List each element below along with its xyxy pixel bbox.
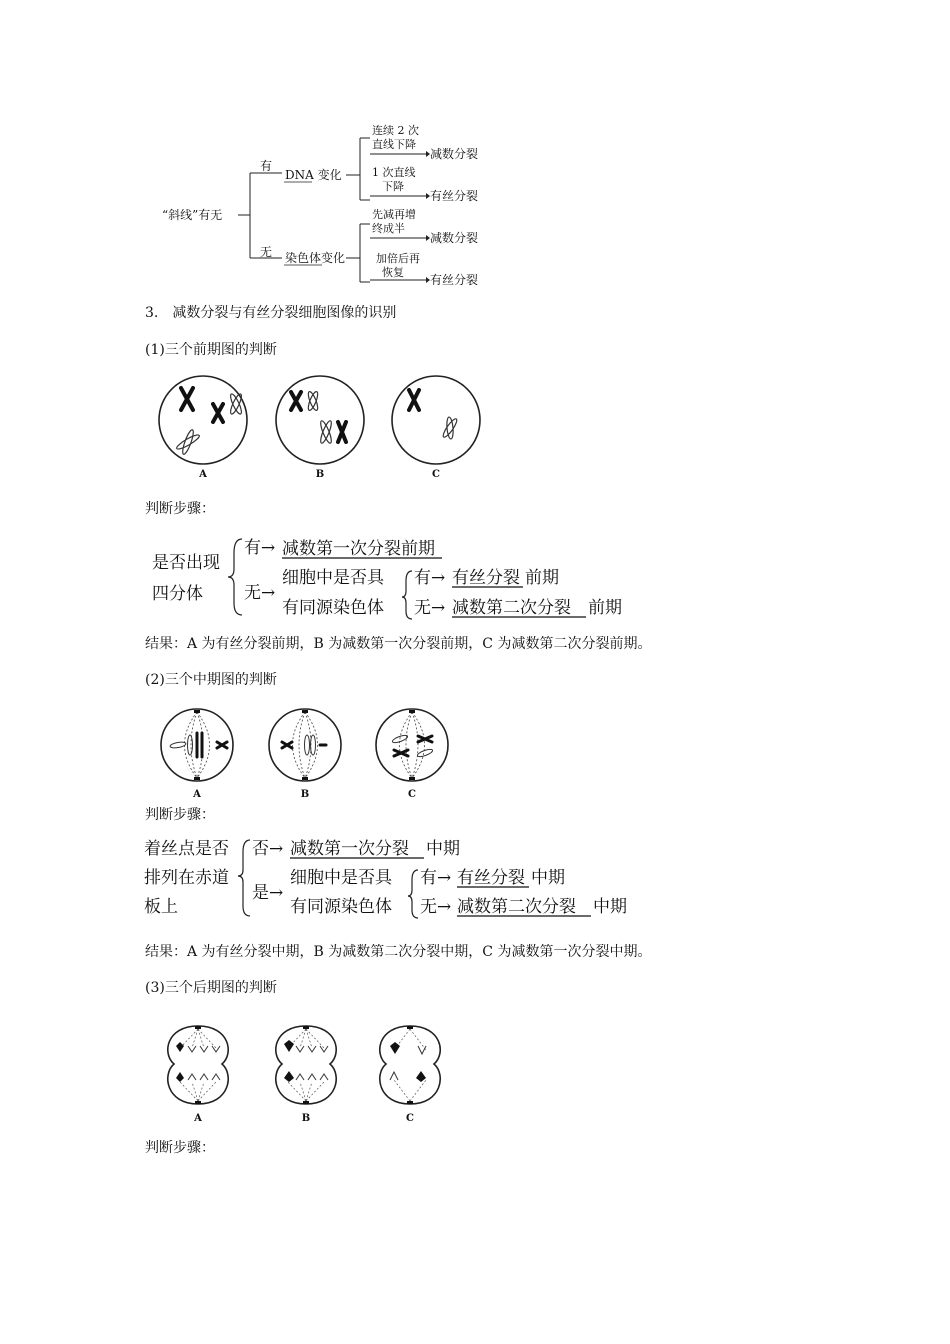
cell-division-tree-diagram — [150, 118, 490, 286]
p2-yes2-suffix: 中期 — [531, 868, 565, 888]
p2-yes2: 有→ — [420, 868, 452, 888]
p2-q1-line1: 着丝点是否 — [144, 839, 229, 859]
p2-no2-result: 减数第二次分裂 — [457, 897, 576, 917]
p2-q1-line3: 板上 — [144, 897, 178, 917]
part2-result: 结果：A 为有丝分裂中期，B 为减数第二次分裂中期，C 为减数第一次分裂中期。 — [145, 944, 652, 960]
tree-b2-cond-1: 1 次直线 — [372, 166, 416, 179]
p2-yes2-result: 有丝分裂 — [457, 868, 525, 888]
part2-steps-label: 判断步骤： — [145, 807, 215, 823]
metaphase-label-a: A — [193, 789, 201, 800]
p1-q1-line2: 四分体 — [152, 584, 203, 604]
tree-has-label: 有 — [260, 159, 273, 173]
part1-title: (1)三个前期图的判断 — [145, 342, 277, 358]
p1-q1-line1: 是否出现 — [152, 553, 220, 573]
prophase-label-c: C — [432, 469, 440, 480]
part1-result: 结果：A 为有丝分裂前期，B 为减数第一次分裂前期，C 为减数第二次分裂前期。 — [145, 636, 652, 652]
p1-no2-suffix: 前期 — [588, 598, 622, 618]
p2-no: 否→ — [252, 839, 284, 859]
tree-none-label: 无 — [260, 245, 273, 259]
p1-no2-result: 减数第二次分裂 — [452, 598, 571, 618]
p2-no-suffix: 中期 — [426, 839, 460, 859]
tree-root: “斜线”有无 — [162, 208, 223, 222]
anaphase-label-b: B — [301, 1113, 311, 1124]
p1-q2-line1: 细胞中是否具 — [282, 568, 384, 588]
anaphase-cells-figure — [150, 1020, 460, 1126]
section3-title: 3. 减数分裂与有丝分裂细胞图像的识别 — [145, 305, 397, 321]
p2-yes: 是→ — [252, 883, 284, 903]
tree-b4-cond-2: 恢复 — [382, 266, 404, 279]
prophase-label-b: B — [315, 469, 325, 480]
p2-no2: 无→ — [420, 897, 452, 917]
tree-b2-result: 有丝分裂 — [430, 189, 479, 203]
p2-q2-line2: 有同源染色体 — [290, 897, 392, 917]
tree-b1-result: 减数分裂 — [430, 147, 479, 161]
metaphase-decision-flow — [142, 834, 632, 922]
tree-b2-cond-2: 下降 — [382, 180, 404, 193]
p1-no2: 无→ — [414, 598, 446, 618]
p1-yes2: 有→ — [414, 568, 446, 588]
tree-b4-cond-1: 加倍后再 — [376, 252, 420, 265]
tree-b3-cond-1: 先减再增 — [372, 208, 416, 221]
prophase-cells-figure — [150, 370, 485, 482]
p2-q2-line1: 细胞中是否具 — [290, 868, 392, 888]
part1-steps-label: 判断步骤： — [145, 501, 215, 517]
prophase-label-a: A — [199, 469, 207, 480]
tree-b4-result: 有丝分裂 — [430, 273, 479, 286]
part2-title: (2)三个中期图的判断 — [145, 672, 277, 688]
p2-no-result: 减数第一次分裂 — [290, 839, 409, 859]
p1-q2-line2: 有同源染色体 — [282, 598, 384, 618]
anaphase-label-c: C — [406, 1113, 414, 1124]
p2-no2-suffix: 中期 — [593, 897, 627, 917]
anaphase-label-a: A — [194, 1113, 202, 1124]
p1-yes: 有→ — [244, 538, 276, 558]
p1-yes2-result: 有丝分裂 — [452, 568, 520, 588]
tree-dna-change: DNA 变化 — [285, 168, 342, 182]
tree-chrom-change: 染色体变化 — [285, 251, 346, 265]
tree-b1-cond-2: 直线下降 — [372, 138, 416, 151]
part3-steps-label: 判断步骤： — [145, 1140, 215, 1156]
metaphase-label-c: C — [408, 789, 416, 800]
metaphase-label-b: B — [300, 789, 310, 800]
p1-yes2-suffix: 前期 — [525, 568, 559, 588]
tree-b3-cond-2: 终成半 — [372, 222, 405, 235]
tree-b3-result: 减数分裂 — [430, 231, 479, 245]
part3-title: (3)三个后期图的判断 — [145, 980, 277, 996]
prophase-decision-flow — [150, 533, 630, 621]
p1-yes-result: 减数第一次分裂前期 — [282, 539, 435, 559]
p2-q1-line2: 排列在赤道 — [144, 868, 229, 888]
p1-no: 无→ — [244, 583, 276, 603]
tree-b1-cond-1: 连续 2 次 — [372, 124, 419, 137]
metaphase-cells-figure — [150, 700, 455, 802]
